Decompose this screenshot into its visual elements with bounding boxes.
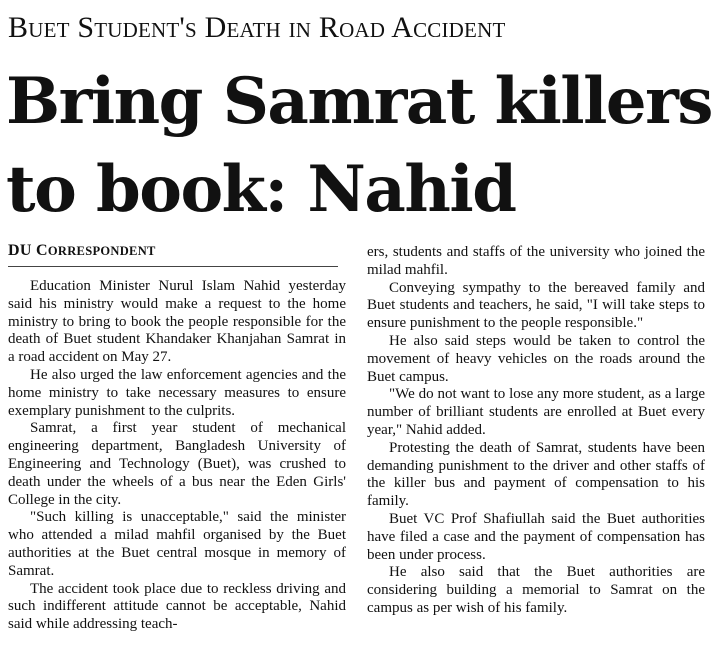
paragraph: "We do not want to lose any more student, as a large number of brilliant students are enrolled at Buet every year," Nahid added.: [367, 386, 705, 438]
paragraph: He also urged the law enforcement agencies and the home ministry to take necessary measures to ensure exemplary punishment to the culprits.: [8, 366, 346, 419]
headline-line-1: Bring Samrat killers: [6, 64, 712, 139]
paragraph: He also said that the Buet authorities are considering building a memorial to Samrat on the campus as per wish of his family.: [367, 564, 705, 616]
headline-line-2: to book: Nahid: [6, 152, 516, 227]
article-column-1: [8, 278, 346, 634]
paragraph: He also said steps would be taken to control the movement of heavy vehicles on the roads around the Buet campus.: [367, 332, 705, 385]
paragraph: The accident took place due to reckless driving and such indifferent attitude cannot be acceptable, Nahid said while addressing teach-: [8, 580, 346, 633]
paragraph: Samrat, a first year student of mechanical engineering department, Bangladesh University of Engineering and Technology (Buet), was crushed to death under the wheels of a bus near the Eden Girls' College in the city.: [8, 420, 346, 508]
article-column-2: [367, 244, 705, 618]
article-headline: [6, 58, 711, 234]
byline-divider: [8, 266, 338, 267]
paragraph: Education Minister Nurul Islam Nahid yesterday said his ministry would make a request to the home ministry to bring to book the people responsible for the death of Buet student Khandaker Khanjahan Samrat in a road accident on May 27.: [8, 278, 346, 366]
paragraph: "Such killing is unacceptable," said the minister who attended a milad mahfil organised by the Buet authorities at the Buet central mosque in memory of Samrat.: [8, 509, 346, 579]
article-kicker: Buet Student's Death in Road Accident: [8, 11, 506, 44]
paragraph: Conveying sympathy to the bereaved family and Buet students and teachers, he said, "I will take steps to ensure punishment to the people responsible.": [367, 279, 705, 332]
paragraph-continued: ers, students and staffs of the university who joined the milad mahfil.: [367, 244, 705, 278]
byline-lead: DU C: [8, 242, 48, 259]
paragraph: Buet VC Prof Shafiullah said the Buet authorities have filed a case and the payment of compensation has been under process.: [367, 510, 705, 563]
byline-rest: ORRESPONDENT: [47, 244, 156, 258]
paragraph: Protesting the death of Samrat, students have been demanding punishment to the driver and other staffs of the killer bus and payment of compensation to his family.: [367, 439, 705, 510]
byline: [8, 241, 338, 261]
